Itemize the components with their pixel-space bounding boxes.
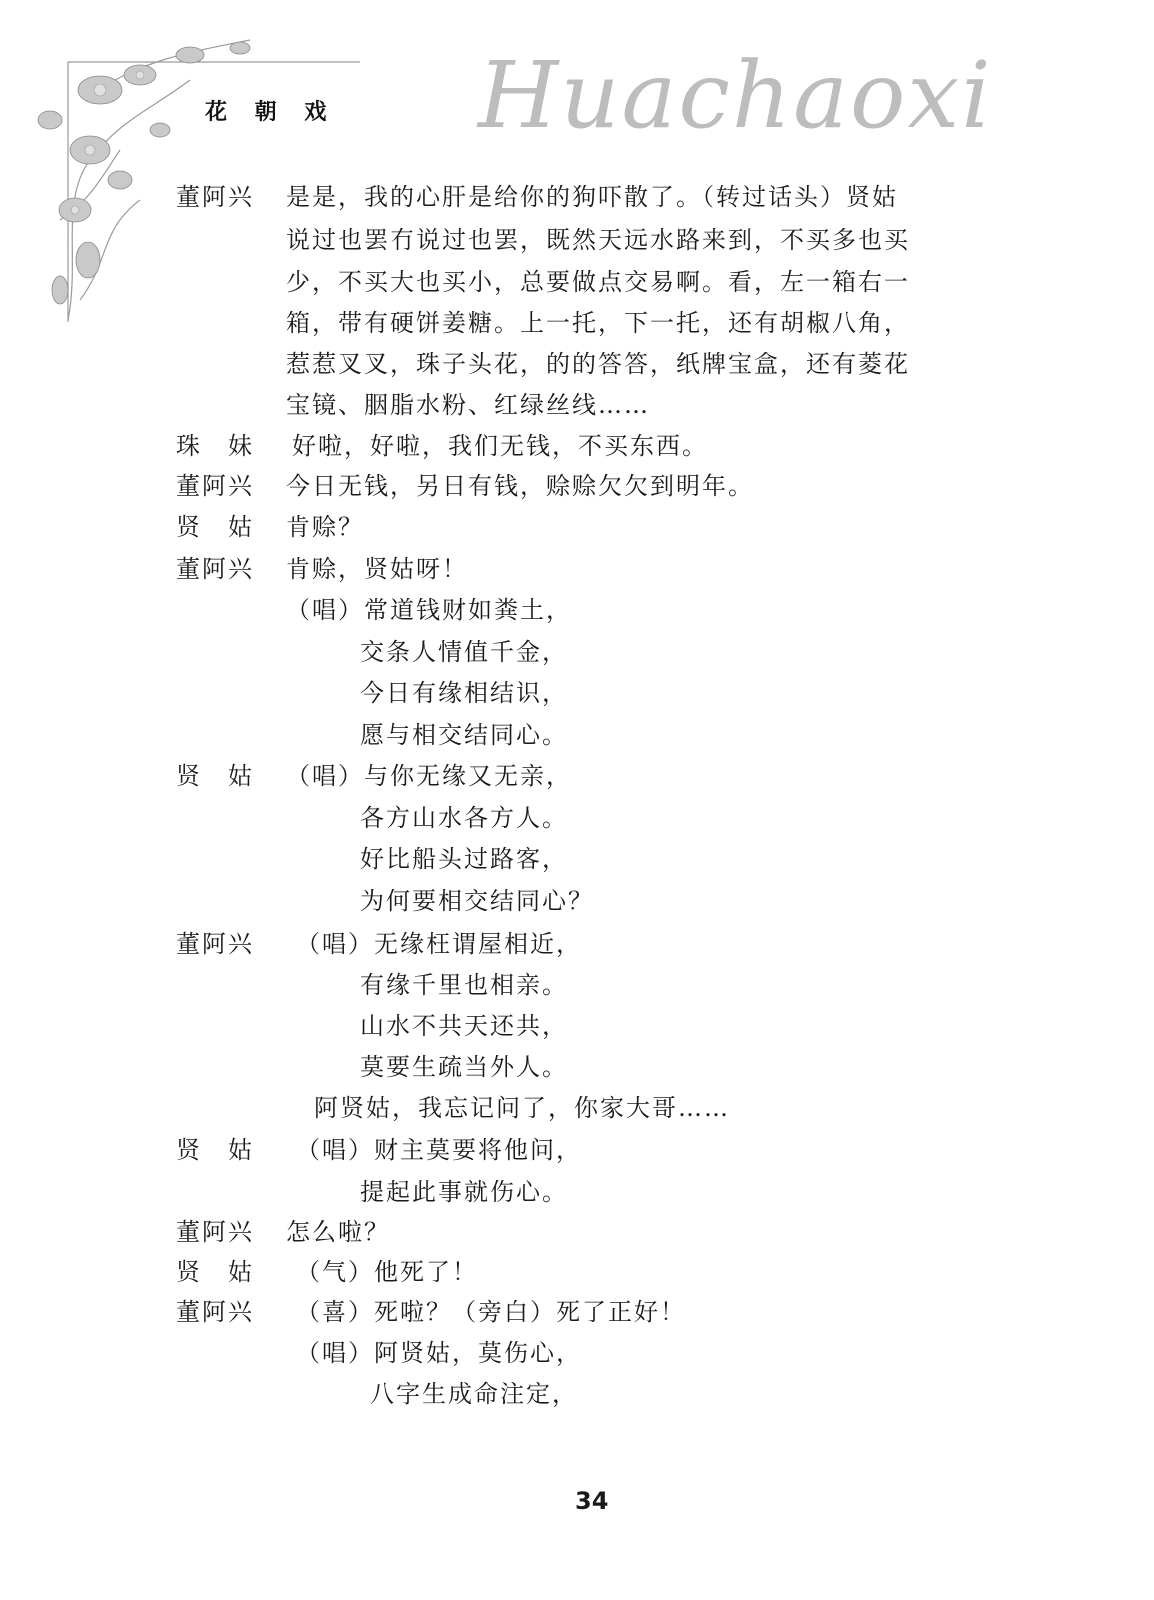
dialogue-text: 阿贤姑，我忘记问了，你家大哥…… xyxy=(314,1094,730,1122)
speaker-name: 董阿兴 xyxy=(176,1218,254,1246)
dialogue-text: 提起此事就伤心。 xyxy=(360,1178,568,1206)
dialogue-text: （气）他死了！ xyxy=(296,1258,478,1286)
dialogue-text: （唱）无缘枉谓屋相近， xyxy=(296,930,582,958)
dialogue-text: 少，不买大也买小，总要做点交易啊。看，左一箱右一 xyxy=(286,268,910,296)
dialogue-text: 今日无钱，另日有钱，赊赊欠欠到明年。 xyxy=(286,472,754,500)
dialogue-text: （唱）常道钱财如粪土， xyxy=(286,596,572,624)
page-number: 34 xyxy=(575,1487,609,1515)
speaker-name: 珠 妹 xyxy=(176,432,254,460)
dialogue-text: 山水不共天还共， xyxy=(360,1012,568,1040)
dialogue-text: 八字生成命注定， xyxy=(370,1380,578,1408)
dialogue-text: （唱）与你无缘又无亲， xyxy=(286,762,572,790)
dialogue-text: 有缘千里也相亲。 xyxy=(360,971,568,999)
speaker-name: 董阿兴 xyxy=(176,555,254,583)
dialogue-text: （唱）阿贤姑，莫伤心， xyxy=(296,1339,582,1367)
dialogue-text: 肯赊？ xyxy=(286,513,364,541)
dialogue-text: （喜）死啦？（旁白）死了正好！ xyxy=(296,1298,686,1326)
dialogue-text: 今日有缘相结识， xyxy=(360,679,568,707)
speaker-name: 贤 姑 xyxy=(176,1136,254,1164)
speaker-name: 贤 姑 xyxy=(176,1258,254,1286)
dialogue-text: （唱）财主莫要将他问， xyxy=(296,1136,582,1164)
dialogue-text: 好啦，好啦，我们无钱，不买东西。 xyxy=(292,432,708,460)
dialogue-text: 愿与相交结同心。 xyxy=(360,721,568,749)
dialogue-text: 各方山水各方人。 xyxy=(360,804,568,832)
dialogue-text: 宝镜、胭脂水粉、红绿丝线…… xyxy=(286,391,650,419)
speaker-name: 贤 姑 xyxy=(176,762,254,790)
speaker-name: 董阿兴 xyxy=(176,1298,254,1326)
dialogue-text: 为何要相交结同心？ xyxy=(360,887,594,915)
speaker-name: 董阿兴 xyxy=(176,472,254,500)
dialogue-text: 莫要生疏当外人。 xyxy=(360,1053,568,1081)
dialogue-text: 好比船头过路客， xyxy=(360,845,568,873)
dialogue-text: 怎么啦？ xyxy=(286,1218,390,1246)
dialogue-text: 说过也罢冇说过也罢，既然天远水路来到，不买多也买 xyxy=(286,226,910,254)
dialogue-text: 肯赊，贤姑呀！ xyxy=(286,555,468,583)
dialogue-text: 惹惹叉叉，珠子头花，的的答答，纸牌宝盒，还有菱花 xyxy=(286,350,910,378)
dialogue-text: 箱，带有硬饼姜糖。上一托，下一托，还有胡椒八角， xyxy=(286,309,910,337)
header-script-title: Huachaoxi xyxy=(478,42,993,149)
speaker-name: 贤 姑 xyxy=(176,513,254,541)
speaker-name: 董阿兴 xyxy=(176,183,254,211)
dialogue-text: 是是，我的心肝是给你的狗吓散了。（转过话头）贤姑 xyxy=(286,183,898,211)
header-title: 花 朝 戏 xyxy=(205,100,337,125)
speaker-name: 董阿兴 xyxy=(176,930,254,958)
dialogue-text: 交条人情值千金， xyxy=(360,638,568,666)
